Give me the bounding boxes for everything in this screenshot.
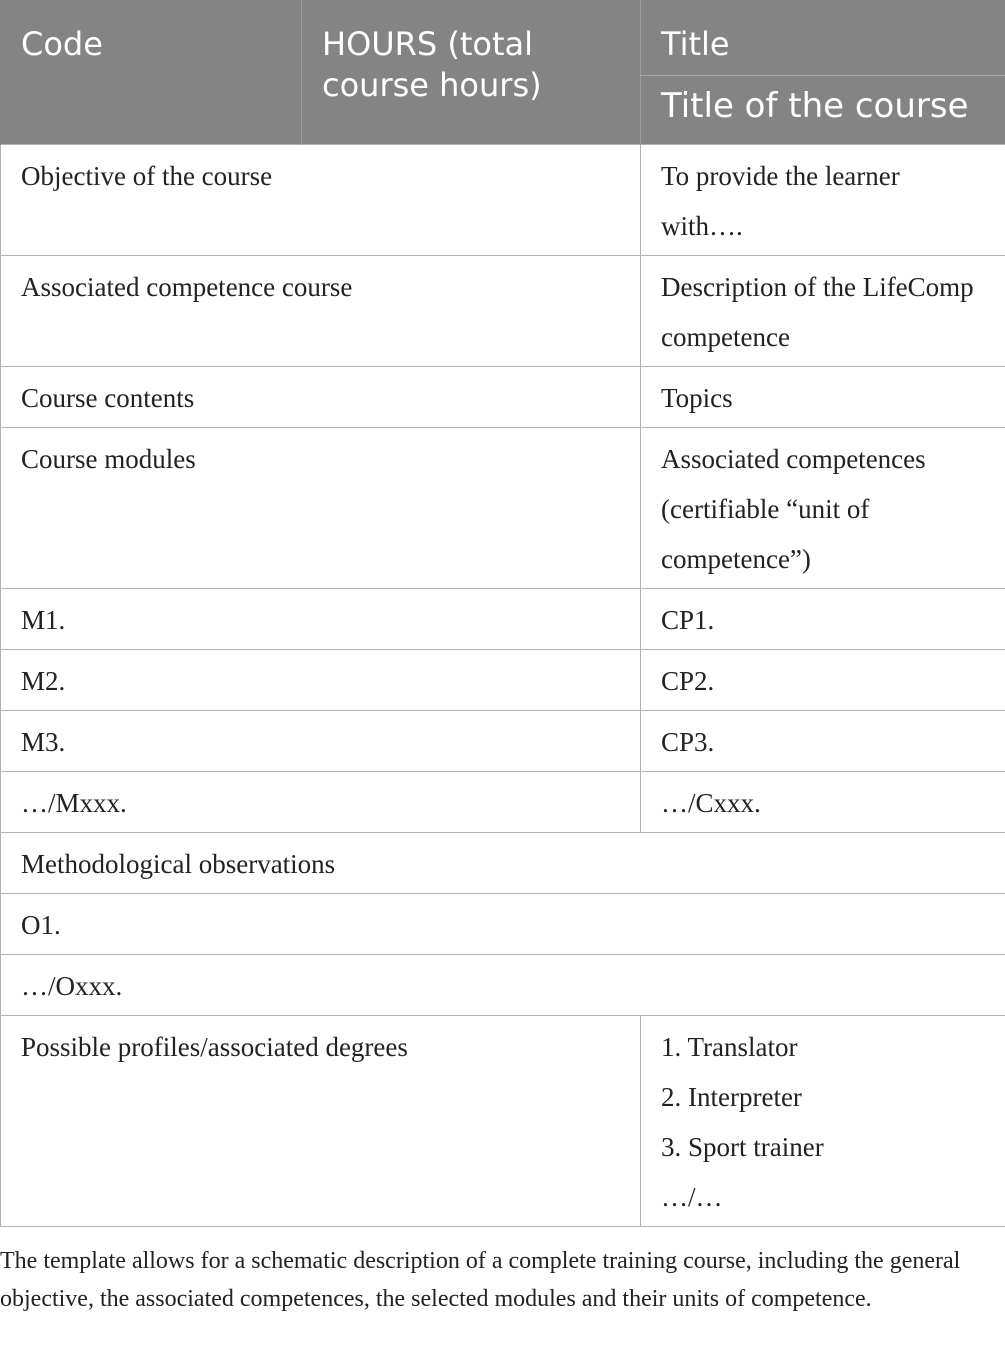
row-label: Objective of the course [1,144,641,255]
row-label: M3. [1,710,641,771]
row-label: M1. [1,588,641,649]
table-row [1,1015,1005,1226]
row-label: Associated competence course [1,255,641,366]
profiles-list [641,1015,1005,1226]
row-label: M2. [1,649,641,710]
table-row [1,832,1005,893]
row-value: Topics [641,366,1005,427]
row-value: To provide the learner with…. [641,144,1005,255]
table-row [1,255,1005,366]
row-value: CP3. [641,710,1005,771]
row-value: CP1. [641,588,1005,649]
row-label: O1. [1,893,1005,954]
row-value: …/Cxxx. [641,771,1005,832]
list-item: 2. Interpreter [661,1081,802,1112]
list-item: …/… [661,1181,723,1212]
table-row [1,427,1005,588]
header-code: Code [1,0,302,144]
table-row [1,771,1005,832]
list-item: 3. Sport trainer [661,1131,824,1162]
table-row [1,588,1005,649]
row-label: Course modules [1,427,641,588]
table-row [1,710,1005,771]
header-hours: HOURS (total course hours) [302,0,641,144]
row-label: …/Mxxx. [1,771,641,832]
list-item: 1. Translator [661,1031,798,1062]
row-label: Possible profiles/associated degrees [1,1015,641,1226]
table-row [1,954,1005,1015]
table-caption: The template allows for a schematic description of a complete training course, including the general objective, the associated competences, the selected modules and their units of competence. [0,1248,961,1312]
row-value: Associated competences (certifiable “unit of competence”) [641,427,1005,588]
row-value: Description of the LifeComp competence [641,255,1005,366]
row-label: Methodological observations [1,832,1005,893]
header-title: Title [641,0,1005,75]
row-label: …/Oxxx. [1,954,1005,1015]
row-label: Course contents [1,366,641,427]
header-title-of-course: Title of the course [641,75,1005,144]
table-row [1,649,1005,710]
table-row [1,366,1005,427]
row-value: CP2. [641,649,1005,710]
table-row [1,144,1005,255]
table-row [1,893,1005,954]
